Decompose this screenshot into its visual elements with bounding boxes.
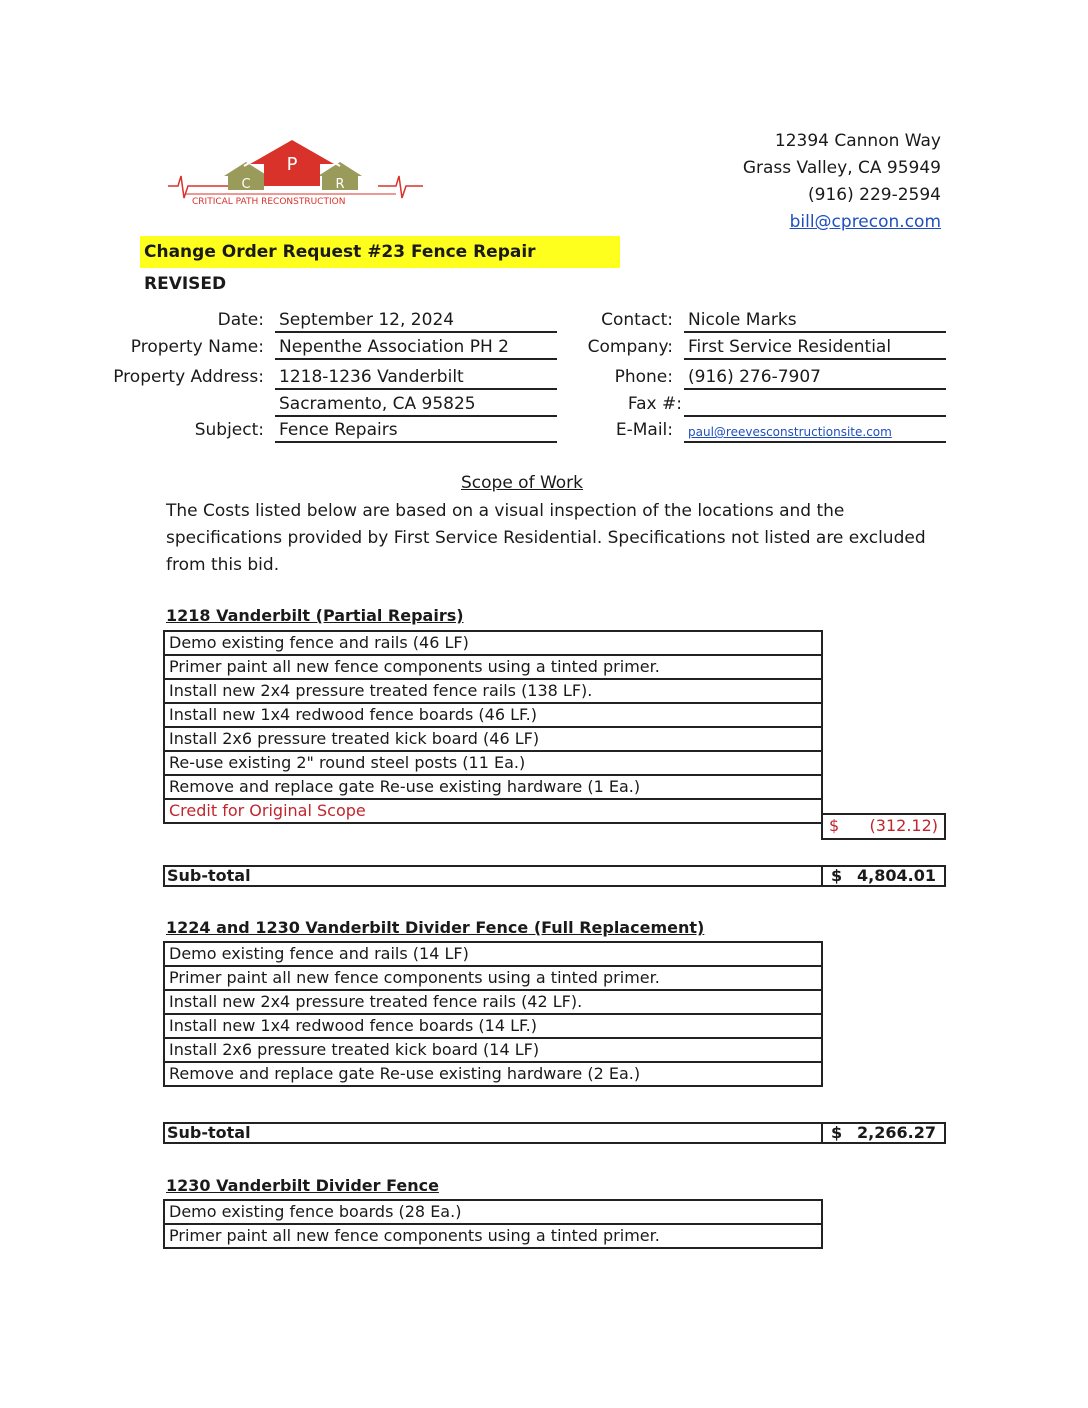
credit-amount: (312.12) [869, 816, 938, 835]
property-address-label: Property Address: [113, 367, 264, 387]
line-item: Remove and replace gate Re-use existing hardware (2 Ea.) [164, 1062, 822, 1086]
table-row [164, 942, 822, 966]
subject-value: Fence Repairs [275, 419, 557, 443]
subtotal-amount: 2,266.27 [857, 1123, 936, 1142]
property-name-label: Property Name: [130, 337, 264, 357]
line-item: Demo existing fence boards (28 Ea.) [164, 1200, 822, 1224]
date-value: September 12, 2024 [275, 309, 557, 333]
table-row [164, 727, 822, 751]
subtotal-currency: $ [831, 1123, 843, 1142]
date-label: Date: [217, 310, 264, 330]
section-3-heading: 1230 Vanderbilt Divider Fence [166, 1176, 439, 1195]
contact-label: Contact: [601, 310, 673, 330]
section-1-subtotal-label: Sub-total [163, 865, 823, 887]
section-1-subtotal-amount-box [821, 865, 946, 887]
table-row [164, 655, 822, 679]
section-1-table [163, 630, 823, 824]
contact-value: Nicole Marks [684, 309, 946, 333]
logo-letter-c: C [241, 177, 251, 192]
phone-value: (916) 276-7907 [684, 366, 946, 390]
table-row [164, 775, 822, 799]
credit-amount-box [821, 813, 946, 840]
property-name-value: Nepenthe Association PH 2 [275, 336, 557, 360]
credit-label: Credit for Original Scope [164, 799, 822, 823]
line-item: Install new 1x4 redwood fence boards (46 LF.) [164, 703, 822, 727]
line-item: Demo existing fence and rails (46 LF) [164, 631, 822, 655]
address-line1-value: 1218-1236 Vanderbilt [275, 366, 557, 390]
company-logo [168, 136, 428, 214]
table-row [164, 703, 822, 727]
line-item: Install new 1x4 redwood fence boards (14 LF.) [164, 1014, 822, 1038]
table-row [164, 966, 822, 990]
table-row [164, 1224, 822, 1248]
table-row [164, 990, 822, 1014]
scope-heading: Scope of Work [460, 473, 584, 493]
logo-letter-p: P [286, 154, 298, 175]
subtotal-currency: $ [831, 866, 843, 885]
section-2-subtotal-amount-box [821, 1122, 946, 1144]
phone-label: Phone: [614, 367, 673, 387]
logo-letter-r: R [335, 177, 345, 192]
company-city: Grass Valley, CA 95949 [742, 158, 941, 178]
line-item: Demo existing fence and rails (14 LF) [164, 942, 822, 966]
scope-text: The Costs listed below are based on a visual inspection of the locations and the specifications provided by First Service Residential. Specifications not listed are excluded from this bid. [166, 501, 926, 575]
credit-row [164, 799, 822, 823]
fax-label: Fax #: [627, 394, 682, 414]
email-value[interactable]: paul@reevesconstructionsite.com [684, 419, 946, 443]
line-item: Install new 2x4 pressure treated fence rails (138 LF). [164, 679, 822, 703]
subject-label: Subject: [194, 420, 264, 440]
company-phone: (916) 229-2594 [808, 185, 941, 205]
company-address [641, 128, 941, 236]
section-2-heading: 1224 and 1230 Vanderbilt Divider Fence (Full Replacement) [166, 918, 705, 937]
line-item: Primer paint all new fence components using a tinted primer. [164, 1224, 822, 1248]
logo-tagline: CRITICAL PATH RECONSTRUCTION [192, 197, 346, 207]
table-row [164, 1062, 822, 1086]
section-2-subtotal-label: Sub-total [163, 1122, 823, 1144]
company-value: First Service Residential [684, 336, 946, 360]
table-row [164, 1200, 822, 1224]
line-item: Install 2x6 pressure treated kick board (14 LF) [164, 1038, 822, 1062]
table-row [164, 751, 822, 775]
line-item: Install 2x6 pressure treated kick board (46 LF) [164, 727, 822, 751]
line-item: Primer paint all new fence components using a tinted primer. [164, 655, 822, 679]
section-2-table [163, 941, 823, 1087]
table-row [164, 631, 822, 655]
line-item: Remove and replace gate Re-use existing hardware (1 Ea.) [164, 775, 822, 799]
subtotal-amount: 4,804.01 [857, 866, 936, 885]
section-3-table [163, 1199, 823, 1249]
credit-currency: $ [829, 816, 840, 835]
fax-value [684, 393, 946, 417]
company-label: Company: [587, 337, 673, 357]
section-1-heading: 1218 Vanderbilt (Partial Repairs) [166, 606, 464, 625]
address-line2-value: Sacramento, CA 95825 [275, 393, 557, 417]
table-row [164, 1014, 822, 1038]
line-item: Install new 2x4 pressure treated fence rails (42 LF). [164, 990, 822, 1014]
company-street: 12394 Cannon Way [774, 131, 941, 151]
line-item: Re-use existing 2" round steel posts (11 Ea.) [164, 751, 822, 775]
email-label: E-Mail: [615, 420, 673, 440]
table-row [164, 1038, 822, 1062]
document-title: Change Order Request #23 Fence Repair REVISED [140, 236, 620, 268]
table-row [164, 679, 822, 703]
line-item: Primer paint all new fence components using a tinted primer. [164, 966, 822, 990]
company-email-link[interactable]: bill@cprecon.com [789, 212, 941, 232]
